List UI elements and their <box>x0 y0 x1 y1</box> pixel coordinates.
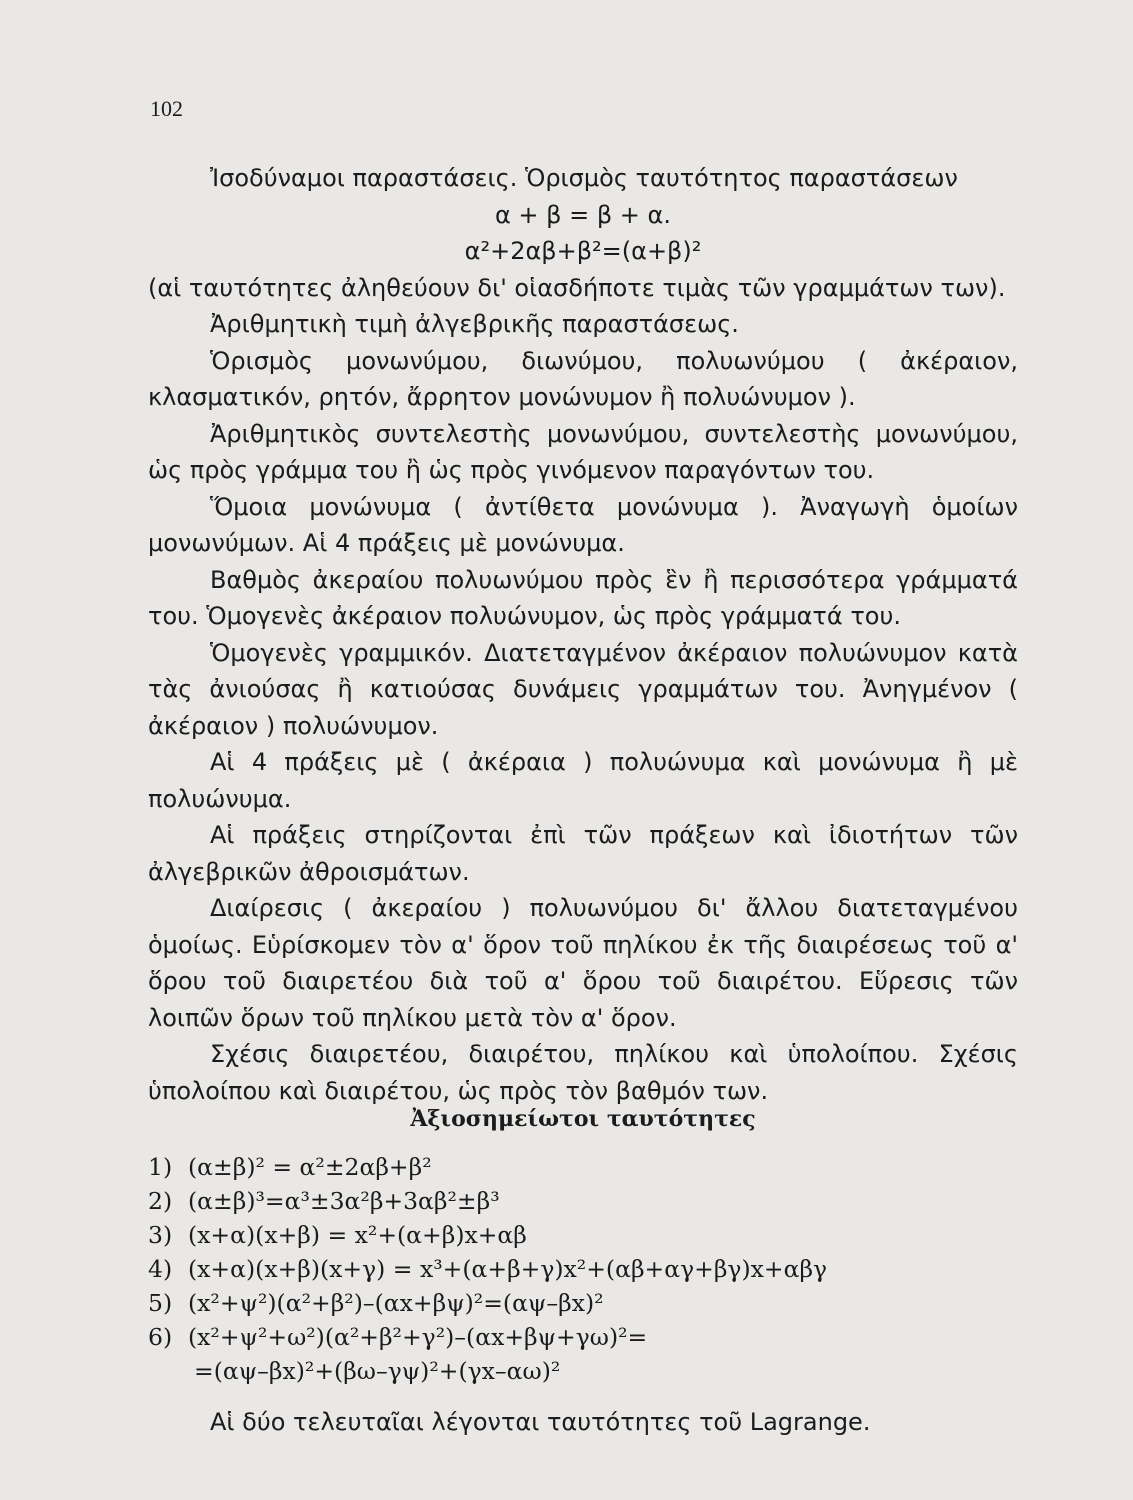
paragraph-properties: Αἱ πράξεις στηρίζονται ἐπὶ τῶν πράξεων καὶ ἰδιοτήτων τῶν ἀλγεβρικῶν ἀθροισμάτων. <box>148 821 1018 886</box>
identity-number: 4) <box>148 1255 173 1283</box>
section-heading: Ἀξιοσημείωτοι ταυτότητες <box>410 1106 756 1132</box>
identity-number: 3) <box>148 1221 173 1249</box>
identities-list <box>148 1150 1028 1388</box>
intro-section <box>148 160 1018 1109</box>
identity-row <box>148 1184 1028 1218</box>
paragraph-remainder: Σχέσις διαιρετέου, διαιρέτου, πηλίκου καὶ ὑπολοίπου. Σχέσις ὑπολοίπου καὶ διαιρέτου, ὡς πρὸς τὸν βαθμόν των. <box>148 1040 1018 1105</box>
paragraph-operations: Αἱ 4 πράξεις μὲ ( ἀκέραια ) πολυώνυμα καὶ μονώνυμα ἢ μὲ πολυώνυμα. <box>148 748 1018 813</box>
lagrange-note: Αἱ δύο τελευταῖαι λέγονται ταυτότητες τοῦ Lagrange. <box>210 1408 871 1436</box>
paragraph-degree: Βαθμὸς ἀκεραίου πολυωνύμου πρὸς ἓν ἢ περισσότερα γράμματά του. Ὁμογενὲς ἀκέραιον πολυώνυμον, ὡς πρὸς γράμματά του. <box>148 565 1018 630</box>
identity-expression: (x+α)(x+β) = x²+(α+β)x+αβ <box>188 1221 527 1249</box>
paragraph-coefficient: Ἀριθμητικὸς συντελεστὴς μονωνύμου, συντελεστὴς μονωνύμου, ὡς πρὸς γράμμα του ἢ ὡς πρὸς γινόμενον παραγόντων του. <box>148 419 1018 484</box>
identity-expression: (x²+ψ²)(α²+β²)–(αx+βψ)²=(αψ–βx)² <box>188 1289 604 1317</box>
page-number: 102 <box>150 96 183 121</box>
identity-number: 2) <box>148 1187 173 1215</box>
formula-commutative: α + β = β + α. <box>494 200 671 229</box>
identity-row <box>148 1150 1028 1184</box>
identity-number: 1) <box>148 1153 173 1181</box>
paragraph-monomial-definition: Ὁρισμὸς μονωνύμου, διωνύμου, πολυωνύμου ( ἀκέραιον, κλασματικόν, ρητόν, ἄρρητον μονώνυμον ἢ πολυώνυμον ). <box>148 346 1018 411</box>
identity-row <box>148 1286 1028 1320</box>
paragraph-numeric-value: Ἀριθμητικὴ τιμὴ ἀλγεβρικῆς παραστάσεως. <box>210 310 739 338</box>
paragraph-similar-monomials: Ὅμοια μονώνυμα ( ἀντίθετα μονώνυμα ). Ἀναγωγὴ ὁμοίων μονωνύμων. Αἱ 4 πράξεις μὲ μονώνυμα. <box>148 492 1018 557</box>
paragraph-division: Διαίρεσις ( ἀκεραίου ) πολυωνύμου δι' ἄλλου διατεταγμένου ὁμοίως. Εὑρίσκομεν τὸν α' ὅρον τοῦ πηλίκου ἐκ τῆς διαιρέσεως τοῦ α' ὅρου τοῦ διαιρετέου διὰ τοῦ α' ὅρου τοῦ διαιρέτου. Εὕρεσις τῶν λοιπῶν ὅρων τοῦ πηλίκου μετὰ τὸν α' ὅρον. <box>148 894 1018 1032</box>
identity-expression: (x²+ψ²+ω²)(α²+β²+γ²)–(αx+βψ+γω)²= <box>188 1323 648 1351</box>
identity-expression: (α±β)³=α³±3α²β+3αβ²±β³ <box>188 1187 500 1215</box>
identity-number: 5) <box>148 1289 173 1317</box>
identity-continuation: =(αψ–βx)²+(βω–γψ)²+(γx–αω)² <box>194 1357 561 1385</box>
identity-expression: (α±β)² = α²±2αβ+β² <box>188 1153 432 1181</box>
paragraph-equivalent-expressions: Ἰσοδύναμοι παραστάσεις. Ὁρισμὸς ταυτότητος παραστάσεων <box>210 164 958 192</box>
identity-number: 6) <box>148 1323 173 1351</box>
identity-row <box>148 1320 1028 1354</box>
identity-expression: (x+α)(x+β)(x+γ) = x³+(α+β+γ)x²+(αβ+αγ+βγ)x+αβγ <box>188 1255 828 1283</box>
paragraph-homogeneous: Ὁμογενὲς γραμμικόν. Διατεταγμένον ἀκέραιον πολυώνυμον κατὰ τὰς ἀνιούσας ἢ κατιούσας δυνάμεις γραμμάτων του. Ἀνηγμένον ( ἀκέραιον ) πολυώνυμον. <box>148 638 1018 740</box>
paragraph-identities-note: (αἱ ταυτότητες ἀληθεύουν δι' οἱασδήποτε τιμὰς τῶν γραμμάτων των). <box>148 273 1006 302</box>
identity-row <box>148 1252 1028 1286</box>
identity-row <box>148 1218 1028 1252</box>
formula-square: α²+2αβ+β²=(α+β)² <box>464 237 702 265</box>
